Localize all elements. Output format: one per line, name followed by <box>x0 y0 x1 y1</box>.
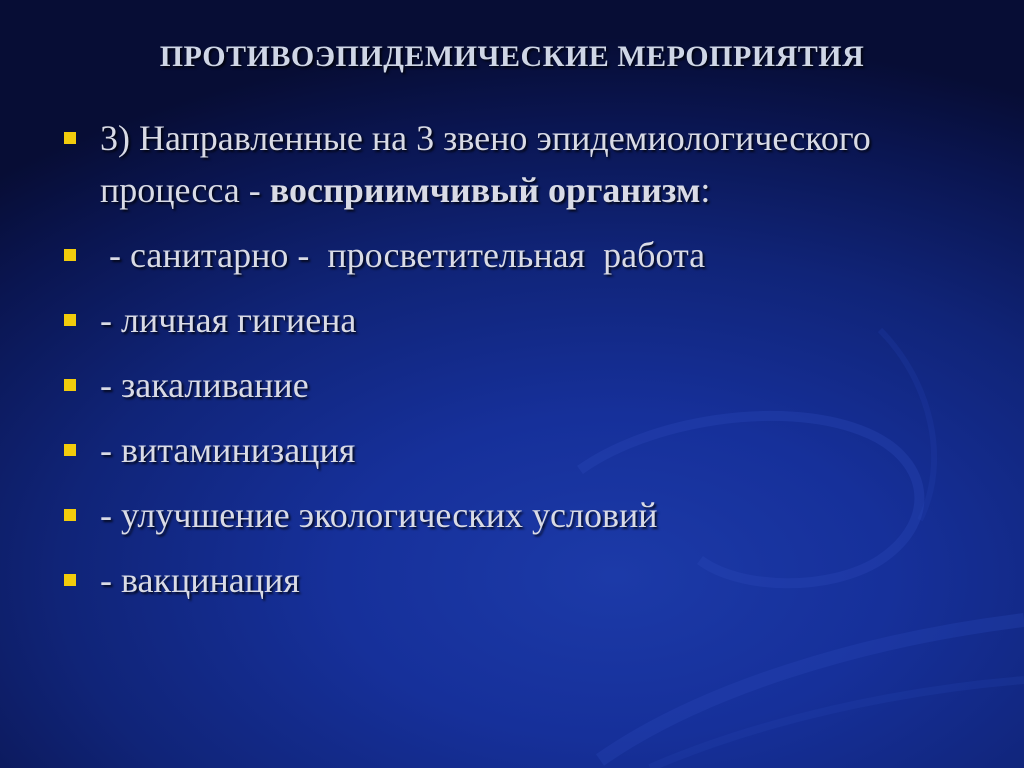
list-item-text: - санитарно - просветительная работа <box>100 235 706 275</box>
list-item <box>64 489 964 541</box>
list-item <box>64 359 964 411</box>
square-bullet-icon <box>64 379 76 391</box>
list-item-intro <box>64 112 964 216</box>
list-item-text: - улучшение экологических условий <box>100 495 658 535</box>
list-item-text: - витаминизация <box>100 430 356 470</box>
square-bullet-icon <box>64 249 76 261</box>
square-bullet-icon <box>64 314 76 326</box>
list-item <box>64 424 964 476</box>
intro-bold-text: восприимчивый организм <box>269 170 701 210</box>
list-item <box>64 554 964 606</box>
intro-tail: : <box>700 170 711 210</box>
square-bullet-icon <box>64 132 76 144</box>
list-item-text: - личная гигиена <box>100 300 357 340</box>
list-item-text: - закаливание <box>100 365 309 405</box>
square-bullet-icon <box>64 574 76 586</box>
list-item-text: - вакцинация <box>100 560 300 600</box>
bullet-list <box>64 112 964 606</box>
intro-text: 3) Направленные на 3 звено эпидемиологического процесса - <box>100 118 871 210</box>
list-item <box>64 294 964 346</box>
list-item <box>64 229 964 281</box>
square-bullet-icon <box>64 509 76 521</box>
slide-title: ПРОТИВОЭПИДЕМИЧЕСКИЕ МЕРОПРИЯТИЯ <box>159 40 865 73</box>
square-bullet-icon <box>64 444 76 456</box>
